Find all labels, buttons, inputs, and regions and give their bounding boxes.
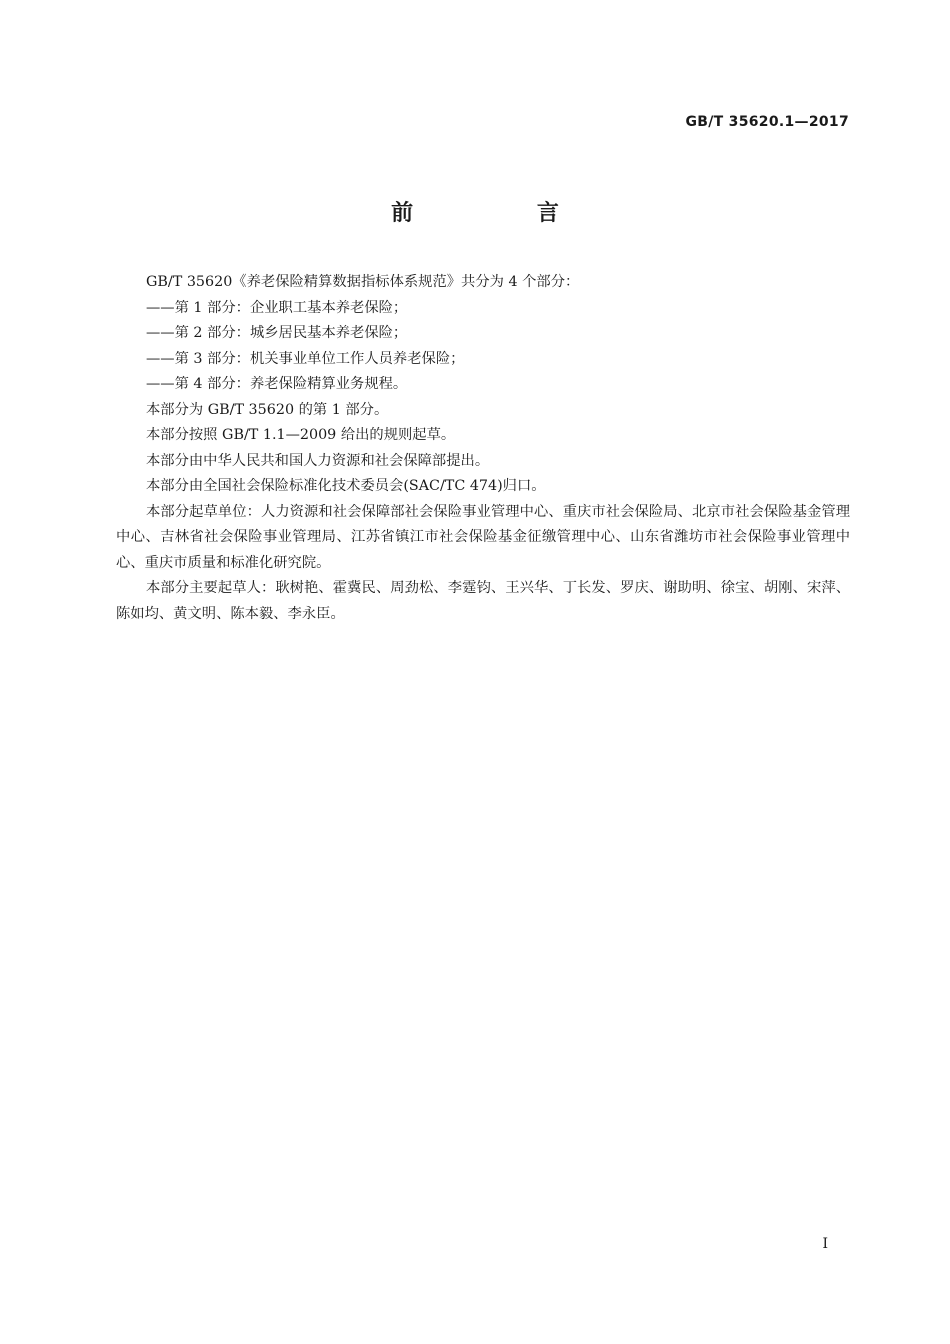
paragraph-technical-committee: 本部分由全国社会保险标准化技术委员会(SAC/TC 474)归口。 <box>146 478 546 494</box>
paragraph-drafters: 本部分主要起草人：耿树艳、霍冀民、周劲松、李霆钧、王兴华、丁长发、罗庆、谢助明、徐宝、胡刚、宋萍、陈如均、黄文明、陈本毅、李永臣。 <box>116 580 850 622</box>
paragraph-drafting-rules: 本部分按照 GB/T 1.1—2009 给出的规则起草。 <box>146 427 456 443</box>
part-item-3: ——第 3 部分：机关事业单位工作人员养老保险； <box>146 350 465 367</box>
intro-paragraph: GB/T 35620《养老保险精算数据指标体系规范》共分为 4 个部分： <box>146 274 580 290</box>
paragraph-proposer: 本部分由中华人民共和国人力资源和社会保障部提出。 <box>146 452 490 469</box>
page-number: I <box>822 1236 828 1252</box>
paragraph-drafting-units: 本部分起草单位：人力资源和社会保障部社会保险事业管理中心、重庆市社会保险局、北京市社会保险基金管理中心、吉林省社会保险事业管理局、江苏省镇江市社会保险基金征缴管理中心、山东省潍坊市社会保险事业管理中心、重庆市质量和标准化研究院。 <box>116 503 850 571</box>
page-title: 前 言 <box>391 201 617 226</box>
paragraph-part-number: 本部分为 GB/T 35620 的第 1 部分。 <box>146 401 389 418</box>
part-item-2: ——第 2 部分：城乡居民基本养老保险； <box>146 325 408 341</box>
document-body <box>116 270 850 627</box>
part-item-4: ——第 4 部分：养老保险精算业务规程。 <box>146 376 408 392</box>
standard-code: GB/T 35620.1—2017 <box>685 114 849 130</box>
part-item-1: ——第 1 部分：企业职工基本养老保险； <box>146 299 408 316</box>
